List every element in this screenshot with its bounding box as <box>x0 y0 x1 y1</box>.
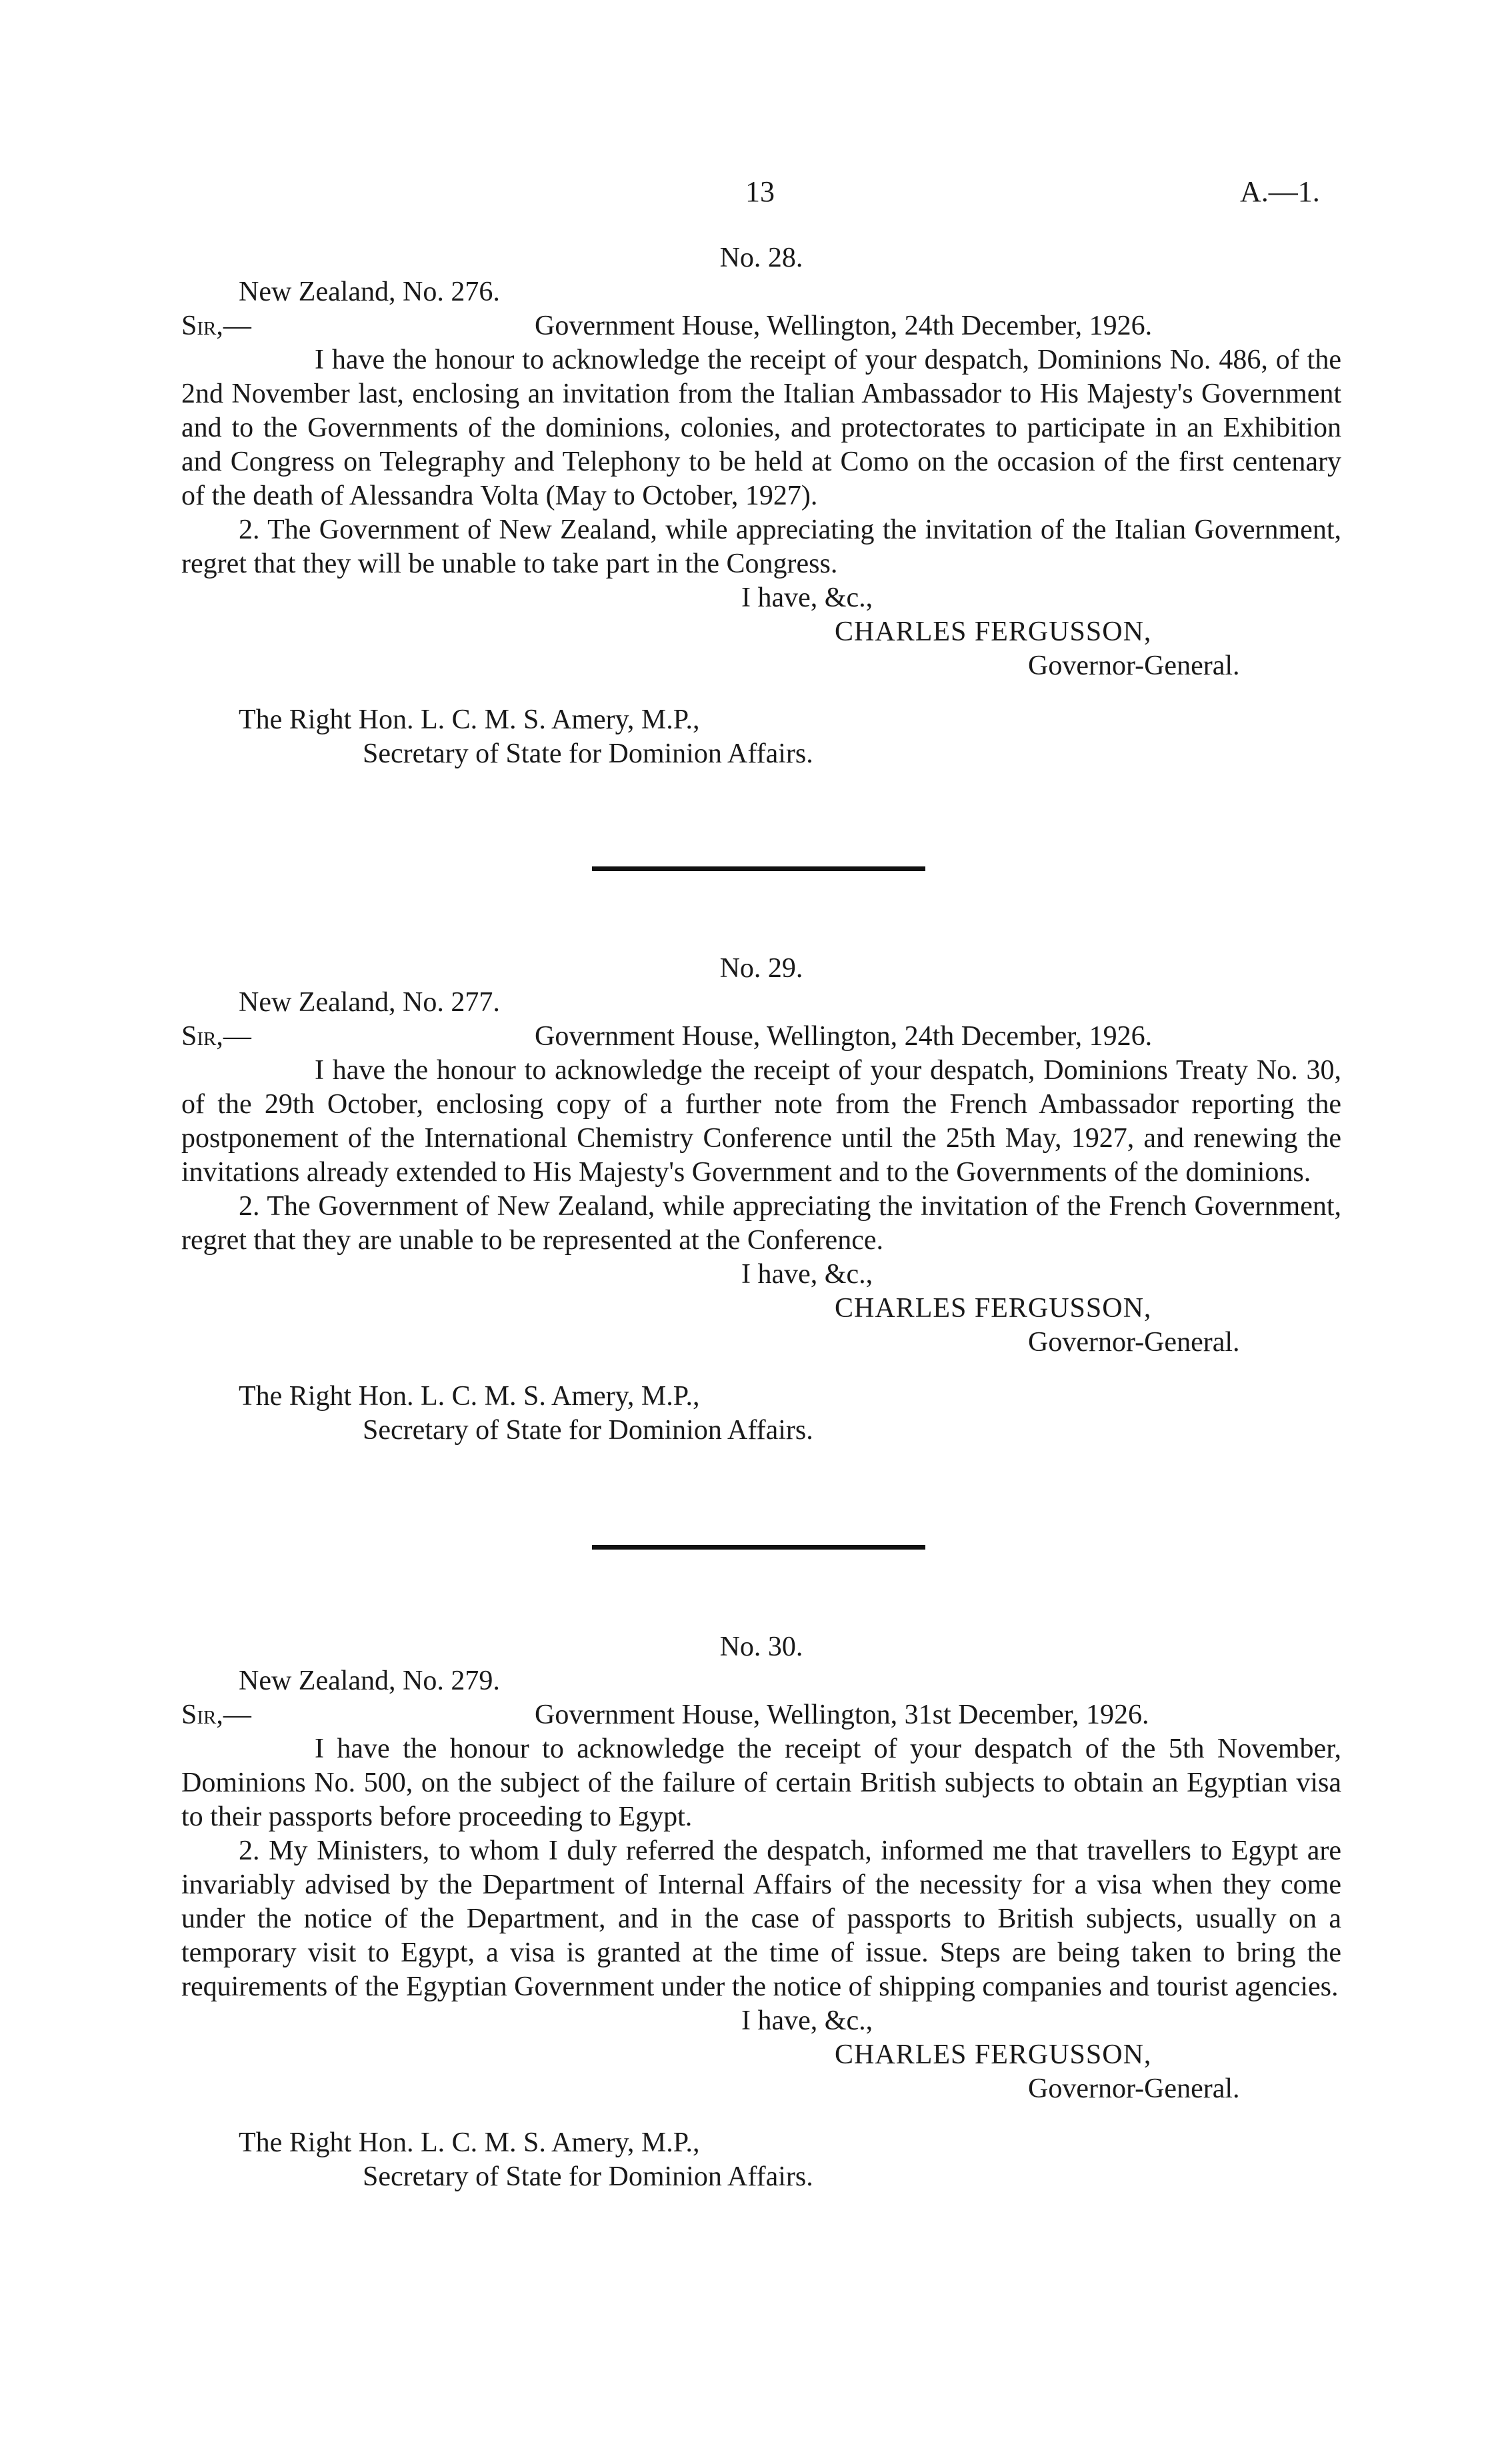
paragraph-1: I have the honour to acknowledge the receipt of your despatch, Dominions No. 486, of the 2nd November last, enclosing an invitation from the Italian Ambassador to His Majesty's Government and to the Governments of the dominions, colonies, and protectorates to participate in an Exhibition and Congress on Telegraphy and Telephony to be held at Como on the occasion of the first centenary of the death of Alessandra Volta (May to October, 1927). <box>181 345 1341 511</box>
signer-title: Governor-General. <box>1028 650 1240 681</box>
recipient-title: Secretary of State for Dominion Affairs. <box>363 2161 813 2192</box>
page-reference: A.—1. <box>1240 175 1320 208</box>
recipient-name: The Right Hon. L. C. M. S. Amery, M.P., <box>239 704 700 735</box>
sender-address: Government House, Wellington, 24th December, 1926. <box>535 1021 1153 1052</box>
recipient-title: Secretary of State for Dominion Affairs. <box>363 738 813 769</box>
letter-number: No. 29. <box>719 953 803 984</box>
letter-30 <box>181 1630 1341 2194</box>
paragraph-2: 2. The Government of New Zealand, while appreciating the invitation of the French Government, regret that they are unable to be represented at the Conference. <box>181 1191 1341 1256</box>
recipient-title: Secretary of State for Dominion Affairs. <box>363 1415 813 1446</box>
paragraph-2: 2. The Government of New Zealand, while appreciating the invitation of the Italian Government, regret that they will be unable to take part in the Congress. <box>181 515 1341 579</box>
paragraph-1: I have the honour to acknowledge the receipt of your despatch of the 5th November, Dominions No. 500, on the subject of the failure of certain British subjects to obtain an Egyptian visa to their passports before proceeding to Egypt. <box>181 1734 1341 1832</box>
paragraph-1: I have the honour to acknowledge the receipt of your despatch, Dominions Treaty No. 30, of the 29th October, enclosing copy of a further note from the French Ambassador reporting the postponement of the International Chemistry Conference until the 25th May, 1927, and renewing the invitations already extended to His Majesty's Government and to the Governments of the dominions. <box>181 1055 1341 1188</box>
signer-name: CHARLES FERGUSSON, <box>835 1293 1152 1324</box>
despatch-reference: New Zealand, No. 277. <box>239 987 500 1018</box>
salutation-line <box>181 1698 1341 1732</box>
page-number: 13 <box>745 175 775 208</box>
letter-number: No. 28. <box>719 243 803 273</box>
letter-29 <box>181 952 1341 1448</box>
salutation: Sir,— <box>181 1021 251 1052</box>
salutation: Sir,— <box>181 311 251 341</box>
section-divider <box>592 1545 925 1550</box>
sender-address: Government House, Wellington, 31st December, 1926. <box>535 1700 1149 1730</box>
closing: I have, &c., <box>741 1259 873 1290</box>
recipient-name: The Right Hon. L. C. M. S. Amery, M.P., <box>239 2127 700 2158</box>
recipient-name: The Right Hon. L. C. M. S. Amery, M.P., <box>239 1381 700 1412</box>
salutation-line <box>181 1020 1341 1054</box>
salutation: Sir,— <box>181 1700 251 1730</box>
closing: I have, &c., <box>741 2005 873 2036</box>
despatch-reference: New Zealand, No. 276. <box>239 277 500 307</box>
salutation-line <box>181 309 1341 343</box>
paragraph-2: 2. My Ministers, to whom I duly referred the despatch, informed me that travellers to Egypt are invariably advised by the Department of Internal Affairs of the necessity for a visa when they come under the notice of the Department, and in the case of passports to British subjects, usually on a temporary visit to Egypt, a visa is granted at the time of issue. Steps are being taken to bring the requirements of the Egyptian Government under the notice of shipping companies and tourist agencies. <box>181 1836 1341 2002</box>
signer-title: Governor-General. <box>1028 2073 1240 2104</box>
sender-address: Government House, Wellington, 24th December, 1926. <box>535 311 1153 341</box>
signer-name: CHARLES FERGUSSON, <box>835 2039 1152 2070</box>
letter-number: No. 30. <box>719 1632 803 1662</box>
section-divider <box>592 866 925 871</box>
signer-name: CHARLES FERGUSSON, <box>835 616 1152 647</box>
despatch-reference: New Zealand, No. 279. <box>239 1666 500 1696</box>
signer-title: Governor-General. <box>1028 1327 1240 1358</box>
letter-28 <box>181 241 1341 771</box>
closing: I have, &c., <box>741 583 873 613</box>
